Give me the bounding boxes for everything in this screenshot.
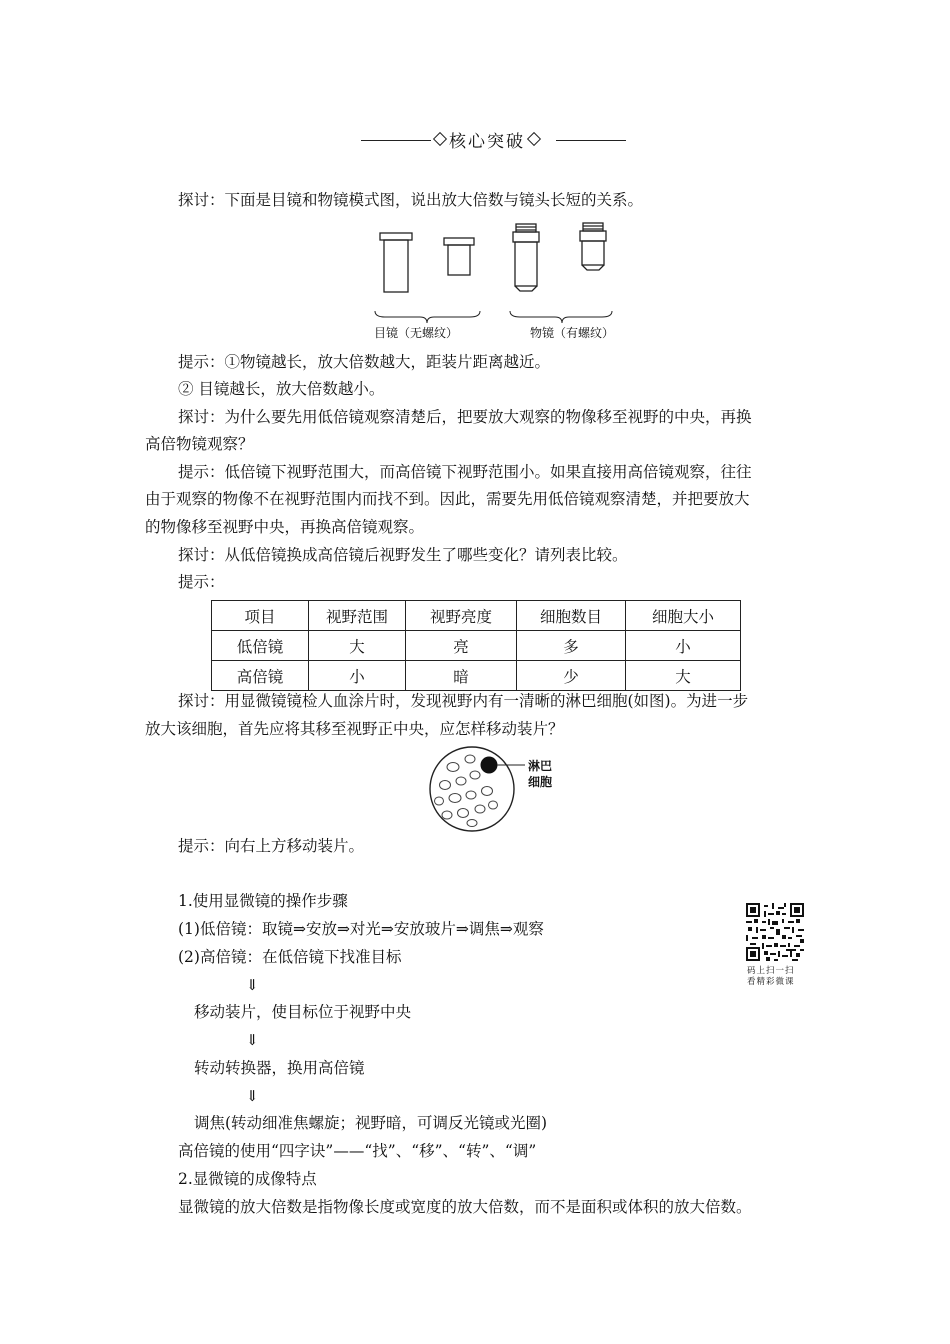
qr-caption-line-2: 看精彩微课 — [747, 977, 795, 987]
question-2-line-1: 探讨：为什么要先用低倍镜观察清楚后，把要放大观察的物像移至视野的中央，再换 — [178, 408, 752, 426]
high-power-step-3: 转动转换器，换用高倍镜 — [194, 1059, 365, 1077]
table-header-row — [212, 601, 741, 631]
table-cell: 少 — [517, 661, 626, 691]
diamond-icon — [433, 132, 447, 146]
objective-label: 物镜（有螺纹） — [530, 326, 615, 340]
high-power-step-1: (2)高倍镜：在低倍镜下找准目标 — [178, 948, 402, 966]
table-header-cell: 项目 — [212, 601, 309, 631]
question-1: 探讨：下面是目镜和物镜模式图，说出放大倍数与镜头长短的关系。 — [178, 191, 644, 209]
table-header-cell: 视野亮度 — [406, 601, 517, 631]
answer-2-line-1: 提示：低倍镜下视野范围大，而高倍镜下视野范围小。如果直接用高倍镜观察，往往 — [178, 463, 752, 481]
eyepiece-label: 目镜（无螺纹） — [374, 326, 459, 340]
table-header-cell: 视野范围 — [309, 601, 406, 631]
qr-caption-line-1: 码上扫一扫 — [747, 966, 795, 976]
section-2-title: 2.显微镜的成像特点 — [178, 1170, 317, 1188]
table-cell: 低倍镜 — [212, 631, 309, 661]
down-arrow-icon: ⇓ — [246, 1031, 259, 1049]
high-power-step-2: 移动装片，使目标位于视野中央 — [194, 1003, 412, 1021]
answer-3-label: 提示： — [178, 573, 225, 591]
qr-code-icon[interactable] — [746, 903, 804, 961]
answer-1-line-1: 提示：①物镜越长，放大倍数越大，距装片距离越近。 — [178, 353, 551, 371]
question-2-line-2: 高倍物镜观察？ — [145, 435, 254, 453]
question-4-line-2: 放大该细胞，首先应将其移至视野正中央，应怎样移动装片？ — [145, 720, 564, 738]
high-power-step-4: 调焦(转动细准焦螺旋；视野暗，可调反光镜或光圈) — [194, 1114, 548, 1132]
lymphocyte-icon — [481, 757, 498, 774]
eyepiece-long-icon — [380, 233, 412, 292]
table-row — [212, 661, 741, 691]
lymphocyte-label-line-2: 细胞 — [528, 775, 553, 789]
table-cell: 小 — [626, 631, 741, 661]
section-heading: 核心突破 — [431, 127, 543, 152]
table-cell: 多 — [517, 631, 626, 661]
objective-long-icon — [513, 224, 539, 291]
answer-1-line-2: ② 目镜越长，放大倍数越小。 — [178, 380, 385, 398]
table-header-cell: 细胞数目 — [517, 601, 626, 631]
down-arrow-icon: ⇓ — [246, 976, 259, 994]
heading-rule-left — [361, 140, 431, 141]
section-2-text: 显微镜的放大倍数是指物像长度或宽度的放大倍数，而不是面积或体积的放大倍数。 — [178, 1198, 752, 1216]
eyepiece-brace — [375, 311, 480, 323]
table-header-cell: 细胞大小 — [626, 601, 741, 631]
table-row — [212, 631, 741, 661]
answer-2-line-3: 的物像移至视野中央，再换高倍镜观察。 — [145, 518, 425, 536]
answer-4: 提示：向右上方移动装片。 — [178, 837, 365, 855]
lymphocyte-label-line-1: 淋巴 — [528, 759, 553, 773]
heading-rule-right — [556, 140, 626, 141]
four-word-rhyme: 高倍镜的使用“四字诀”——“找”、“移”、“转”、“调” — [178, 1142, 537, 1160]
question-3: 探讨：从低倍镜换成高倍镜后视野发生了哪些变化？请列表比较。 — [178, 546, 628, 564]
table-cell: 高倍镜 — [212, 661, 309, 691]
microscope-field-diagram — [425, 745, 585, 840]
table-cell: 暗 — [406, 661, 517, 691]
answer-2-line-2: 由于观察的物像不在视野范围内而找不到。因此，需要先用低倍镜观察清楚，并把要放大 — [145, 490, 750, 508]
down-arrow-icon: ⇓ — [246, 1087, 259, 1105]
low-power-steps: (1)低倍镜：取镜⇒安放⇒对光⇒安放玻片⇒调焦⇒观察 — [178, 920, 544, 938]
eyepiece-short-icon — [444, 238, 474, 275]
table-cell: 小 — [309, 661, 406, 691]
comparison-table — [211, 600, 741, 691]
objective-short-icon — [580, 223, 606, 270]
table-cell: 大 — [626, 661, 741, 691]
table-cell: 大 — [309, 631, 406, 661]
section-1-title: 1.使用显微镜的操作步骤 — [178, 892, 348, 910]
table-cell: 亮 — [406, 631, 517, 661]
diamond-icon — [527, 132, 541, 146]
question-4-line-1: 探讨：用显微镜镜检人血涂片时，发现视野内有一清晰的淋巴细胞(如图)。为进一步 — [178, 692, 749, 710]
objective-brace — [510, 311, 612, 323]
